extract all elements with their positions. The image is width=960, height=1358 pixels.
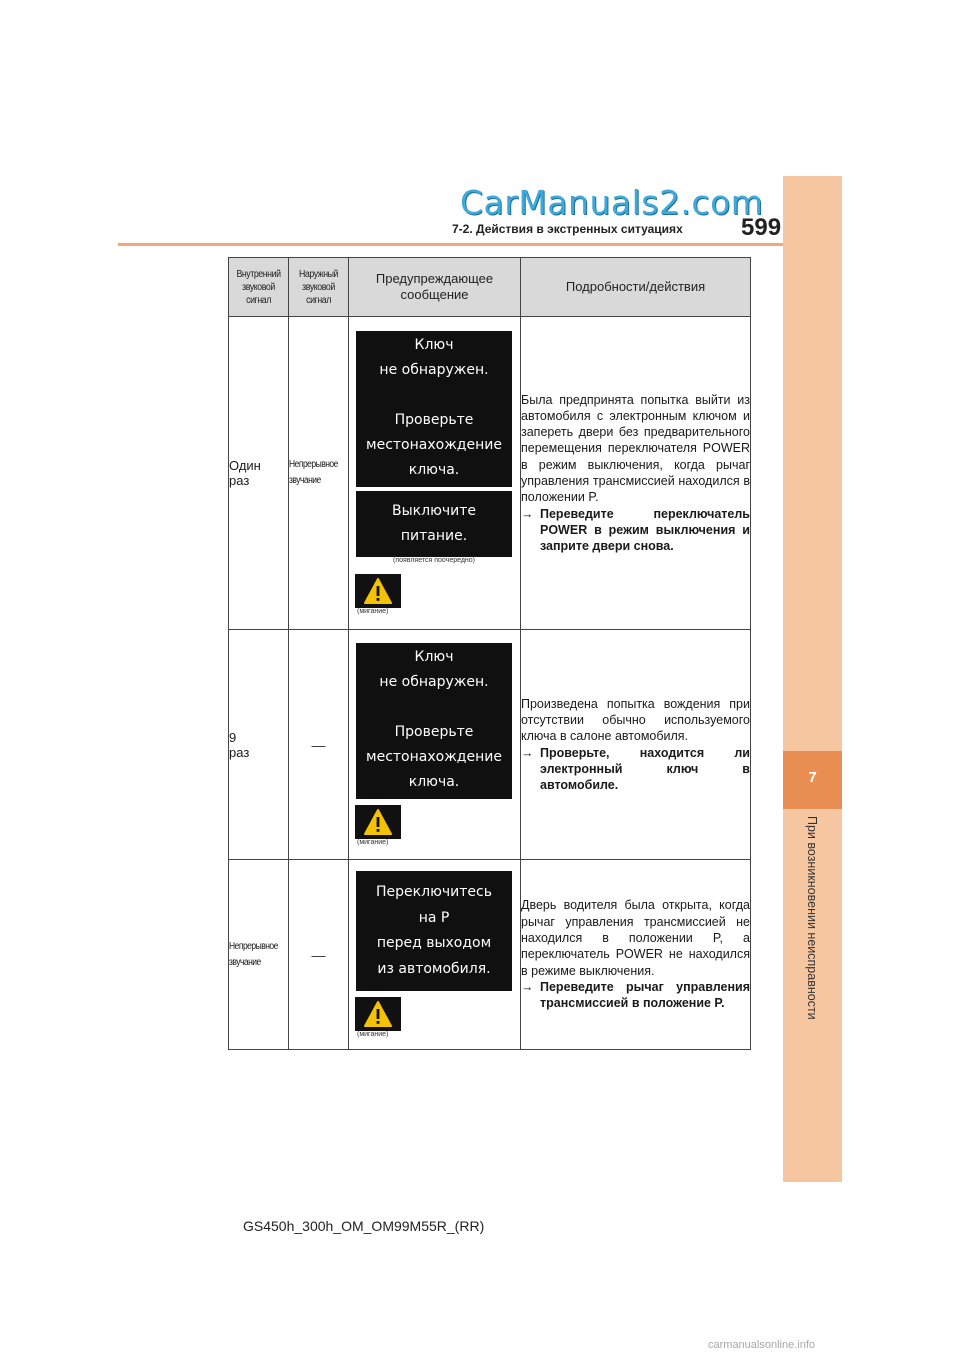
action-item <box>521 745 750 794</box>
blinking-caption: (мигание) <box>357 839 389 846</box>
table-row <box>229 317 751 630</box>
header-warning-message: Предупреждающее сообщение <box>349 258 521 317</box>
external-buzzer-value: — <box>311 946 326 963</box>
external-buzzer-value: Непрерывное звучание <box>289 459 338 486</box>
chapter-title: При возникновении неисправности <box>805 816 819 1020</box>
table-header-row <box>229 258 751 317</box>
header-divider <box>118 243 783 246</box>
table-row <box>229 860 751 1050</box>
internal-buzzer-cell <box>229 860 289 1050</box>
header-internal-buzzer: Внутренний звуковой сигнал <box>229 258 289 317</box>
warning-message-cell <box>349 317 521 630</box>
warning-triangle-icon <box>355 805 401 839</box>
internal-buzzer-value: Непрерывное звучание <box>229 940 278 968</box>
blinking-caption: (мигание) <box>357 1031 389 1038</box>
footer-watermark: carmanualsonline.info <box>708 1339 816 1351</box>
arrow-icon: → <box>521 506 534 521</box>
chapter-side-tab[interactable] <box>783 176 842 1182</box>
action-item <box>521 979 750 1012</box>
internal-buzzer-cell <box>229 630 289 860</box>
action-text: Проверьте, находится ли электронный ключ в автомобиле. <box>540 745 750 793</box>
warning-message-cell <box>349 860 521 1050</box>
section-title: 7-2. Действия в экстренных ситуациях <box>452 222 683 236</box>
message-display-key-not-detected: Ключ не обнаружен. Проверьте местонахождение ключа. <box>356 331 512 487</box>
message-display-turn-off-power: Выключите питание. <box>356 491 512 557</box>
blinking-caption: (мигание) <box>357 608 389 615</box>
external-buzzer-cell <box>289 630 349 860</box>
header-watermark: CarManuals2.com <box>460 183 764 222</box>
action-text: Переведите рычаг управления трансмиссией в положение P. <box>540 979 750 1011</box>
message-display-key-not-detected: Ключ не обнаружен. Проверьте местонахождение ключа. <box>356 643 512 799</box>
action-text: Переведите переключатель POWER в режим выключения и заприте двери снова. <box>540 506 750 554</box>
warning-triangle-icon <box>355 574 401 608</box>
warning-triangle-icon <box>355 997 401 1031</box>
arrow-icon: → <box>521 745 534 760</box>
header-external-buzzer: Наружный звуковой сигнал <box>289 258 349 317</box>
alternating-caption: (появляется поочередно) <box>392 557 476 564</box>
table-row <box>229 630 751 860</box>
message-display-shift-to-p: Переключитесь на P перед выходом из автомобиля. <box>356 871 512 991</box>
header-details: Подробности/действия <box>521 258 751 317</box>
external-buzzer-value: — <box>311 736 326 753</box>
action-item <box>521 506 750 555</box>
internal-buzzer-cell <box>229 317 289 630</box>
internal-buzzer-value: Один раз <box>229 458 261 488</box>
details-cell <box>521 317 751 630</box>
external-buzzer-cell <box>289 860 349 1050</box>
details-text: Была предпринята попытка выйти из автомобиля с электронным ключом и запереть двери без предварительного перемещения переключателя POWER в режим выключения, когда рычаг управления трансмиссией находился в положении P. <box>521 392 750 505</box>
external-buzzer-cell <box>289 317 349 630</box>
details-text: Дверь водителя была открыта, когда рычаг управления трансмиссией не находился в положении P, а переключатель POWER не находился в режиме выключения. <box>521 898 750 978</box>
details-text: Произведена попытка вождения при отсутствии обычно используемого ключа в салоне автомобиля. <box>521 696 750 744</box>
details-cell <box>521 860 751 1050</box>
warning-table <box>228 257 751 1050</box>
details-cell <box>521 630 751 860</box>
arrow-icon: → <box>521 979 534 994</box>
warning-message-cell <box>349 630 521 860</box>
page-number: 599 <box>741 214 782 241</box>
chapter-number: 7 <box>808 769 817 786</box>
internal-buzzer-value: 9 раз <box>229 729 250 760</box>
model-code-footer: GS450h_300h_OM_OM99M55R_(RR) <box>243 1218 485 1234</box>
